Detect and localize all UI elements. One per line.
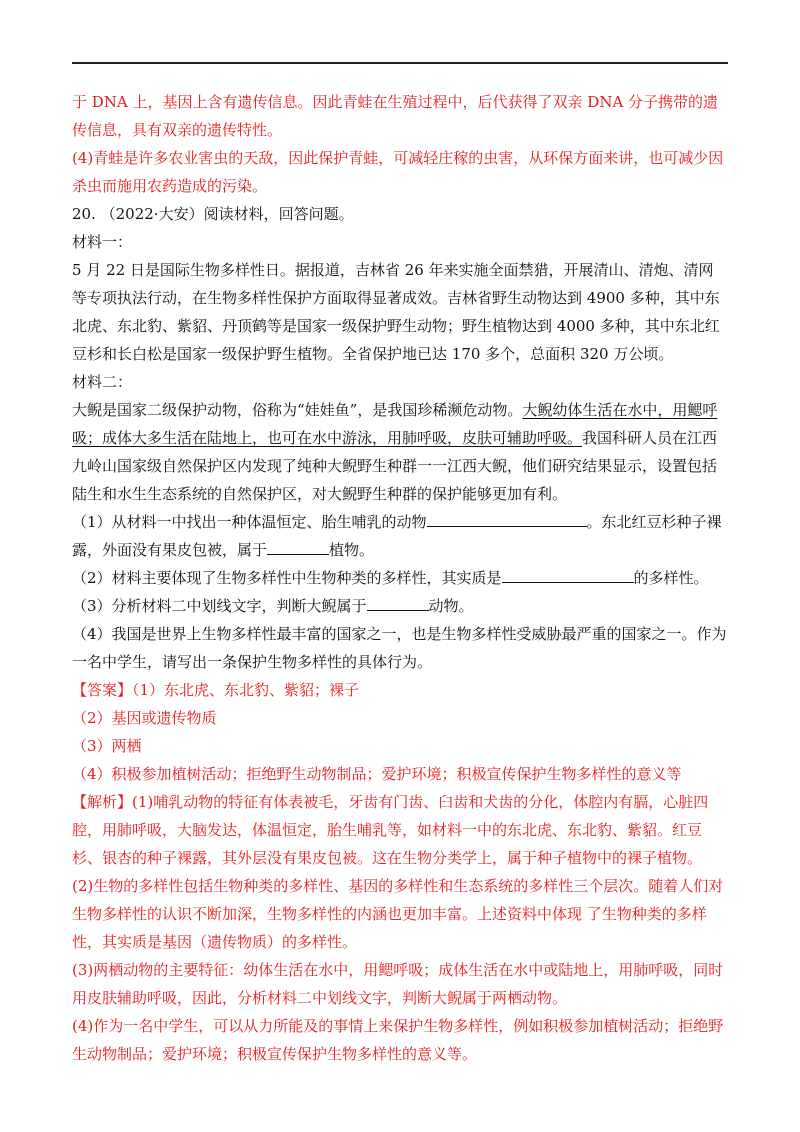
answer-blank-4 [367, 592, 429, 611]
prev-answer-cont: 于 DNA 上，基因上含有遗传信息。因此青蛙在生殖过程中，后代获得了双亲 DNA 分子携带的遗传信息，具有双亲的遗传特性。 [72, 93, 719, 139]
prev-answer-4: (4)青蛙是许多农业害虫的天敌，因此保护青蛙，可减轻庄稼的虫害，从环保方面来讲，也可减少因杀虫而施用农药造成的污染。 [72, 149, 724, 195]
answer-4: （4）积极参加植树活动；拒绝野生动物制品；爱护环境；积极宣传保护生物多样性的意义等 [72, 765, 682, 783]
sub-question-2: （2）材料主要体现了生物多样性中生物种类的多样性，其实质是 的多样性。 [72, 564, 728, 592]
material-1-label: 材料一： [72, 233, 133, 251]
analysis-3: (3)两栖动物的主要特征：幼体生活在水中，用鳃呼吸；成体生活在水中或陆地上，用肺呼吸，同时用皮肤辅助呼吸，因此，分析材料二中划线文字，判断大鲵属于两栖动物。 [72, 961, 724, 1007]
sub-question-1: （1）从材料一中找出一种体温恒定、胎生哺乳的动物 。东北红豆杉种子裸露，外面没有果皮包被，属于 植物。 [72, 508, 728, 564]
underlined-text: 大鲵幼体生活在水中，用鳃呼吸；成体大多生活在陆地上，也可在水中游泳，用肺呼吸，皮肤可辅助呼吸。 [72, 401, 718, 447]
material-2-label: 材料二： [72, 373, 133, 391]
answer-2: （2）基因或遗传物质 [72, 709, 217, 727]
sub-question-4: （4）我国是世界上生物多样性最丰富的国家之一，也是生物多样性受威胁最严重的国家之一。作为一名中学生，请写出一条保护生物多样性的具体行为。 [72, 625, 727, 671]
answer-blank-3 [502, 564, 634, 583]
material-1-text: 5 月 22 日是国际生物多样性日。据报道，吉林省 26 年来实施全面禁猎，开展清山、清炮、清网等专项执法行动，在生物多样性保护方面取得显著成效。吉林省野生动物达到 4900 多种，其中东北虎、东北豹、紫貂、丹顶鹤等是国家一级保护野生动物；野生植物达到 4000 多种，其中东北红豆杉和长白松是国家一级保护野生植物。全省保护地已达 170 多个，总面积 320 万公顷。 [72, 261, 720, 363]
answer-3: （3）两栖 [72, 737, 142, 755]
material-2-text: 大鲵是国家二级保护动物，俗称为“娃娃鱼”，是我国珍稀濒危动物。大鲵幼体生活在水中，用鳃呼吸；成体大多生活在陆地上，也可在水中游泳，用肺呼吸，皮肤可辅助呼吸。我国科研人员在江西九岭山国家级自然保护区内发现了纯种大鲵野生种群一一江西大鲵，他们研究结果显示，设置包括陆生和水生生态系统的自然保护区，对大鲵野生种群的保护能够更加有利。 [72, 401, 718, 503]
answer-blank-2 [267, 536, 329, 555]
analysis-1: 【解析】(1)哺乳动物的特征有体表被毛，牙齿有门齿、臼齿和犬齿的分化，体腔内有膈，心脏四腔，用肺呼吸，大脑发达，体温恒定，胎生哺乳等，如材料一中的东北虎、东北豹、紫貂。红豆杉、银杏的种子裸露，其外层没有果皮包被。这在生物分类学上，属于种子植物中的裸子植物。 [72, 793, 709, 867]
analysis-2: (2)生物的多样性包括生物种类的多样性、基因的多样性和生态系统的多样性三个层次。随着人们对生物多样性的认识不断加深，生物多样性的内涵也更加丰富。上述资料中体现 了生物种类的多样性，其实质是基因（遗传物质）的多样性。 [72, 877, 724, 951]
header-rule [72, 62, 728, 64]
page-content [72, 88, 728, 1068]
answer-1: 【答案】（1）东北虎、东北豹、紫貂；裸子 [72, 681, 360, 699]
answer-blank-1 [427, 508, 587, 527]
analysis-4: (4)作为一名中学生，可以从力所能及的事情上来保护生物多样性，例如积极参加植树活动；拒绝野生动物制品；爱护环境；积极宣传保护生物多样性的意义等。 [72, 1017, 724, 1063]
sub-question-3: （3）分析材料二中划线文字，判断大鲵属于 动物。 [72, 592, 728, 620]
question-heading: 20. （2022·大安）阅读材料，回答问题。 [72, 205, 354, 223]
